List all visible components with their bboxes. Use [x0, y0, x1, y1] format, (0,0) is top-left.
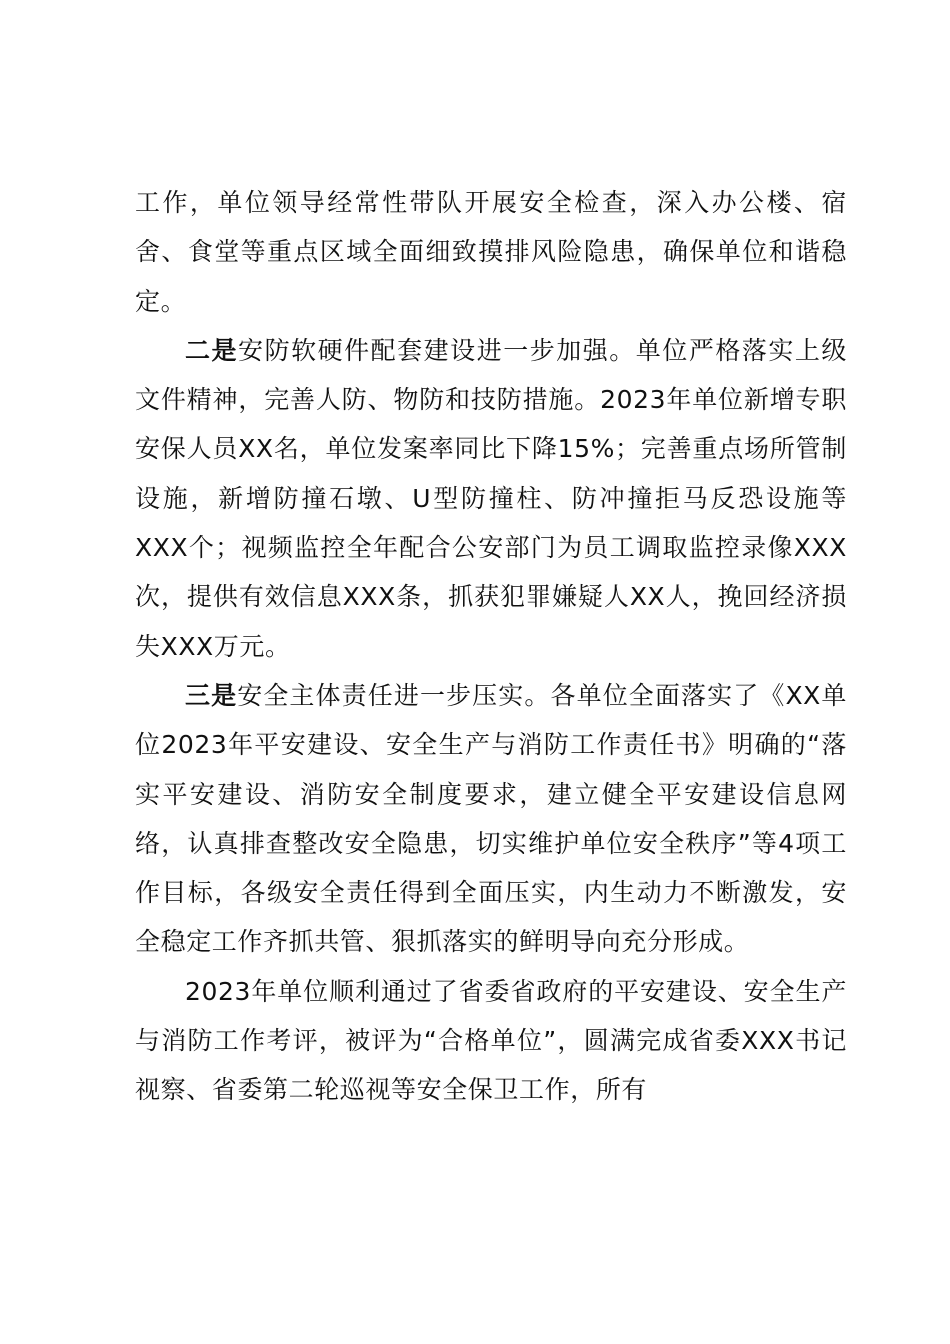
paragraph-summary	[135, 967, 847, 1115]
paragraph-text: 安全主体责任进一步压实。各单位全面落实了《XX单位2023年平安建设、安全生产与消防工作责任书》明确的“落实平安建设、消防安全制度要求，建立健全平安建设信息网络，认真排查整改安全隐患，切实维护单位安全秩序”等4项工作目标，各级安全责任得到全面压实，内生动力不断激发，安全稳定工作齐抓共管、狠抓落实的鲜明导向充分形成。	[135, 680, 848, 957]
paragraph-text: 2023年单位顺利通过了省委省政府的平安建设、安全生产与消防工作考评，被评为“合格单位”，圆满完成省委XXX书记视察、省委第二轮巡视等安全保卫工作，所有	[135, 976, 847, 1105]
paragraph-lead: 二是	[185, 335, 239, 365]
paragraph-lead: 三是	[185, 680, 238, 710]
paragraph-third-point	[135, 671, 847, 967]
paragraph-continued	[135, 178, 847, 326]
document-body	[135, 178, 847, 1115]
paragraph-text: 安防软硬件配套建设进一步加强。单位严格落实上级文件精神，完善人防、物防和技防措施。2023年单位新增专职安保人员XX名，单位发案率同比下降15%；完善重点场所管制设施，新增防撞石墩、U型防撞柱、防冲撞拒马反恐设施等XXX个；视频监控全年配合公安部门为员工调取监控录像XXX次，提供有效信息XXX条，抓获犯罪嫌疑人XX人，挽回经济损失XXX万元。	[135, 335, 848, 661]
paragraph-second-point	[135, 326, 847, 671]
paragraph-text: 工作，单位领导经常性带队开展安全检查，深入办公楼、宿舍、食堂等重点区域全面细致摸排风险隐患，确保单位和谐稳定。	[135, 188, 847, 316]
